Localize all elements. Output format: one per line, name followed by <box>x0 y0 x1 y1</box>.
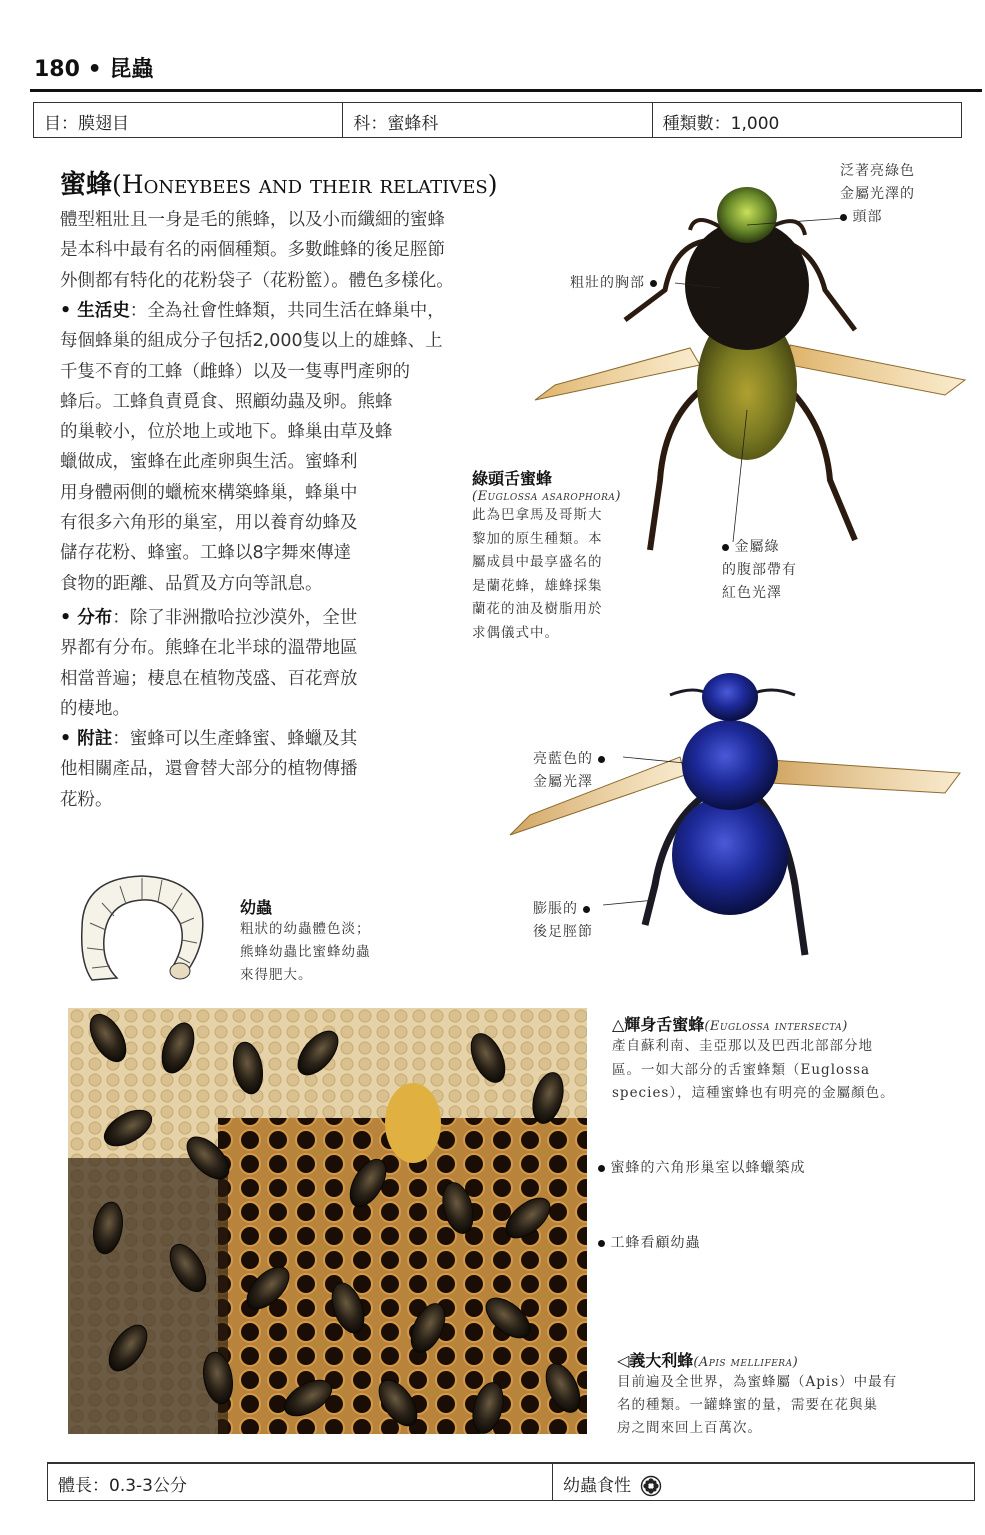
intro-paragraph <box>60 205 530 296</box>
life-line: 蠟做成，蜜蜂在此產卵與生活。蜜蜂利 <box>60 452 358 473</box>
header-separator: • <box>87 57 102 82</box>
note-label: • 附註 <box>60 729 113 749</box>
larva-diet-label: 幼蟲食性 <box>563 1476 631 1496</box>
caption-scientific-name: (Apis mellifera) <box>693 1355 799 1370</box>
pointer-dot <box>650 280 657 287</box>
taxonomy-info-row <box>33 102 962 138</box>
label-line: 泛著亮綠色 <box>840 163 915 179</box>
caption-title: △輝身舌蜜蜂 <box>612 1015 705 1034</box>
caption-scientific-name: (Euglossa asarophora) <box>472 489 621 504</box>
dist-line: 界都有分布。熊蜂在北半球的溫帶地區 <box>60 638 358 659</box>
life-line: 千隻不育的工蜂（雌蜂）以及一隻專門產卵的 <box>60 361 410 382</box>
head <box>702 673 758 721</box>
life-line: 食物的距離、品質及方向等訊息。 <box>60 573 323 594</box>
caption-line: species），這種蜜蜂也有明亮的金屬顏色。 <box>612 1085 895 1101</box>
left-wing <box>535 348 700 400</box>
larva-diet-cell <box>553 1464 974 1500</box>
top-rule <box>30 89 982 92</box>
life-line: 有很多六角形的巢室，用以養育幼蜂及 <box>60 513 358 534</box>
bee2-caption <box>612 1012 947 1106</box>
family-cell: 科：蜜蜂科 <box>343 103 652 137</box>
intro-line: 是本科中最有名的兩個種類。多數雌蜂的後足脛節 <box>60 240 445 261</box>
dist-line: 相當普遍；棲息在植物茂盛、百花齊放 <box>60 668 358 689</box>
note-line: 他相關產品，還會替大部分的植物傳播 <box>60 759 358 780</box>
section-name: 昆蟲 <box>109 57 154 82</box>
caption-line: 名的種類。一罐蜂蜜的量，需要在花與巢 <box>617 1397 878 1413</box>
label-line: 亮藍色的 <box>533 751 593 767</box>
body-length-cell: 體長：0.3-3公分 <box>48 1464 553 1500</box>
caption-line: 屬成員中最享盛名的 <box>472 554 603 571</box>
label-text: 粗壯的胸部 <box>570 275 645 291</box>
life-line: 用身體兩側的蠟梳來構築蜂巢，蜂巢中 <box>60 482 358 503</box>
note-line: 花粉。 <box>60 789 113 810</box>
label-text: 蜜蜂的六角形巢室以蜂蠟築成 <box>610 1160 806 1176</box>
caption-line: 是蘭花蜂，雄蜂採集 <box>472 577 603 594</box>
label-text: 工蜂看顧幼蟲 <box>610 1235 701 1251</box>
distribution-paragraph <box>60 603 460 724</box>
caption-scientific-name: (Euglossa intersecta) <box>704 1019 848 1034</box>
caption-line: 房之間來回上百萬次。 <box>617 1420 762 1436</box>
caption-line: 熊蜂幼蟲比蜜蜂幼蟲 <box>240 944 371 960</box>
caption-title: 綠頭舌蜜蜂 <box>472 469 553 488</box>
larva-title: 幼蟲 <box>240 898 273 917</box>
label-line: 後足脛節 <box>533 924 593 940</box>
pointer-dot <box>840 214 847 221</box>
species-count-cell: 種類數：1,000 <box>662 114 780 134</box>
abdomen <box>672 795 788 915</box>
life-history-label: • 生活史 <box>60 301 130 321</box>
bee1-abdomen-label <box>722 536 797 605</box>
caption-line: 黎加的原生種類。本 <box>472 530 603 547</box>
life-line: ：全為社會性蜂類，共同生活在蜂巢中， <box>129 301 445 321</box>
life-line: 儲存花粉、蜂蜜。工蜂以8字舞來傳達 <box>60 543 352 564</box>
larva-illustration <box>62 868 212 986</box>
bee2-metal-label <box>533 748 605 794</box>
head <box>717 187 777 243</box>
caption-text <box>612 1035 947 1106</box>
title-en: (Honeybees and their relatives) <box>112 170 498 199</box>
title-zh: 蜜蜂 <box>60 170 113 200</box>
caption-text <box>472 504 652 646</box>
life-line: 蜂后。工蜂負責覓食、照顧幼蟲及卵。熊蜂 <box>60 391 393 412</box>
italian-bee-caption <box>617 1348 957 1440</box>
right-wing <box>790 345 965 395</box>
pointer-dot <box>598 1240 605 1247</box>
caption-text <box>617 1371 957 1440</box>
entry-title <box>60 164 497 201</box>
page-header <box>34 52 153 83</box>
label-line: 金屬光澤的 <box>840 186 915 202</box>
label-line: 金屬光澤 <box>533 774 593 790</box>
label-line: 頭部 <box>852 209 883 225</box>
life-line: 每個蜂巢的組成分子包括2,000隻以上的雄蜂、上 <box>60 331 443 352</box>
honeycomb-photo <box>68 1008 587 1434</box>
hive-workers-label <box>598 1232 700 1255</box>
bee2-leg-label <box>533 898 593 944</box>
label-line: 的腹部帶有 <box>722 562 797 578</box>
caption-line: 求偶儀式中。 <box>472 624 559 641</box>
caption-line: 產自蘇利南、圭亞那以及巴西北部部分地 <box>612 1038 873 1054</box>
dist-line: 的棲地。 <box>60 698 130 719</box>
label-line: 紅色光澤 <box>722 585 782 601</box>
thorax <box>682 720 778 810</box>
pointer-dot <box>598 1165 605 1172</box>
bee1-thorax-label <box>570 272 657 295</box>
pointer-dot <box>598 756 605 763</box>
flower-icon <box>640 1475 662 1497</box>
page-number: 180 <box>34 57 80 82</box>
caption-line: 此為巴拿馬及哥斯大 <box>472 507 603 523</box>
larva-text <box>240 918 420 987</box>
caption-line: 區。一如大部分的舌蜜蜂類（Euglossa <box>612 1061 871 1078</box>
note-paragraph <box>60 724 460 815</box>
label-line: 膨脹的 <box>533 901 578 917</box>
pointer-dot <box>722 544 729 551</box>
label-line: 金屬綠 <box>734 539 780 555</box>
caption-title: ◁義大利蜂 <box>617 1351 694 1370</box>
caption-line: 蘭花的油及樹脂用於 <box>472 601 603 618</box>
right-wing <box>770 760 960 793</box>
footer-info-row <box>47 1462 975 1501</box>
bee1-head-label <box>840 160 915 229</box>
bee1-caption <box>472 466 652 646</box>
intro-line: 外側都有特化的花粉袋子（花粉籃）。體色多樣化。 <box>60 270 454 291</box>
pointer-dot <box>583 906 590 913</box>
caption-line: 來得肥大。 <box>240 967 313 983</box>
note-line: ：蜜蜂可以生產蜂蜜、蜂蠟及其 <box>112 729 358 749</box>
dist-line: ：除了非洲撒哈拉沙漠外，全世 <box>112 608 358 628</box>
hive-cells-label <box>598 1157 805 1180</box>
intro-line: 體型粗壯且一身是毛的熊蜂，以及小而纖細的蜜蜂 <box>60 210 445 230</box>
life-history-paragraph <box>60 296 530 599</box>
larva-caption <box>240 895 420 987</box>
life-line: 的巢較小，位於地上或地下。蜂巢由草及蜂 <box>60 422 393 443</box>
caption-line: 目前遍及全世界，為蜜蜂屬（Apis）中最有 <box>617 1374 898 1390</box>
caption-line: 粗狀的幼蟲體色淡； <box>240 921 371 937</box>
order-cell: 目：膜翅目 <box>34 103 343 137</box>
distribution-label: • 分布 <box>60 608 113 628</box>
